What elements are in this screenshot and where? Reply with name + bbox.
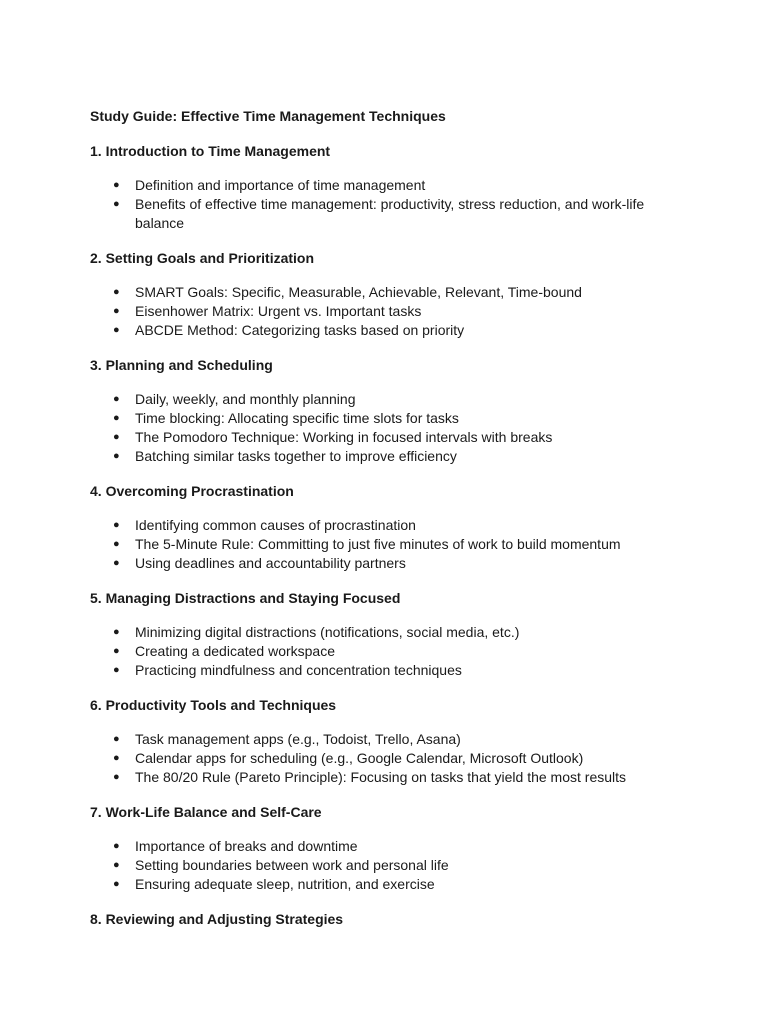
- list-item-text: The 80/20 Rule (Pareto Principle): Focusing on tasks that yield the most results: [135, 769, 627, 785]
- section: [90, 482, 680, 573]
- list-item: [90, 837, 645, 856]
- list-item-text: Ensuring adequate sleep, nutrition, and exercise: [135, 876, 435, 892]
- list-item: [90, 730, 645, 749]
- section: [90, 142, 680, 233]
- bullet-list: [90, 516, 680, 573]
- bullet-dot-icon: ●: [113, 179, 120, 191]
- bullet-dot-icon: ●: [113, 324, 120, 336]
- list-item-text: Minimizing digital distractions (notifications, social media, etc.): [135, 624, 520, 640]
- list-item-text: Using deadlines and accountability partners: [135, 555, 406, 571]
- list-item: [90, 321, 645, 340]
- section-heading: 7. Work-Life Balance and Self-Care: [90, 804, 322, 820]
- sections-container: [90, 142, 680, 928]
- document-title: Study Guide: Effective Time Management Techniques: [90, 108, 446, 124]
- list-item-text: Importance of breaks and downtime: [135, 838, 358, 854]
- bullet-dot-icon: ●: [113, 878, 120, 890]
- list-item-text: SMART Goals: Specific, Measurable, Achievable, Relevant, Time-bound: [135, 284, 582, 300]
- section-heading: 6. Productivity Tools and Techniques: [90, 697, 337, 713]
- list-item: [90, 516, 645, 535]
- bullet-dot-icon: ●: [113, 557, 120, 569]
- bullet-dot-icon: ●: [113, 664, 120, 676]
- list-item-text: Benefits of effective time management: productivity, stress reduction, and work-life balance: [135, 196, 645, 231]
- list-item: [90, 409, 645, 428]
- section: [90, 249, 680, 340]
- section-heading: 8. Reviewing and Adjusting Strategies: [90, 911, 344, 927]
- bullet-dot-icon: ●: [113, 450, 120, 462]
- bullet-dot-icon: ●: [113, 198, 120, 210]
- list-item: [90, 283, 645, 302]
- list-item: [90, 554, 645, 573]
- section: [90, 696, 680, 787]
- bullet-list: [90, 730, 680, 787]
- document-page: [90, 107, 680, 944]
- list-item: [90, 768, 645, 787]
- bullet-dot-icon: ●: [113, 519, 120, 531]
- section: [90, 910, 680, 928]
- bullet-dot-icon: ●: [113, 840, 120, 852]
- list-item: [90, 749, 645, 768]
- list-item-text: Eisenhower Matrix: Urgent vs. Important tasks: [135, 303, 422, 319]
- section-heading: 2. Setting Goals and Prioritization: [90, 250, 315, 266]
- bullet-dot-icon: ●: [113, 538, 120, 550]
- list-item-text: Task management apps (e.g., Todoist, Trello, Asana): [135, 731, 461, 747]
- list-item: [90, 661, 645, 680]
- list-item-text: Daily, weekly, and monthly planning: [135, 391, 356, 407]
- list-item: [90, 856, 645, 875]
- bullet-dot-icon: ●: [113, 393, 120, 405]
- bullet-dot-icon: ●: [113, 286, 120, 298]
- list-item: [90, 875, 645, 894]
- bullet-dot-icon: ●: [113, 752, 120, 764]
- list-item: [90, 428, 645, 447]
- list-item-text: Time blocking: Allocating specific time slots for tasks: [135, 410, 459, 426]
- list-item-text: Creating a dedicated workspace: [135, 643, 336, 659]
- bullet-list: [90, 390, 680, 466]
- list-item: [90, 623, 645, 642]
- section-heading: 1. Introduction to Time Management: [90, 143, 331, 159]
- list-item-text: Setting boundaries between work and personal life: [135, 857, 449, 873]
- bullet-dot-icon: ●: [113, 771, 120, 783]
- list-item: [90, 176, 645, 195]
- section-heading: 3. Planning and Scheduling: [90, 357, 273, 373]
- bullet-list: [90, 623, 680, 680]
- section: [90, 589, 680, 680]
- list-item: [90, 535, 645, 554]
- bullet-list: [90, 176, 680, 233]
- bullet-dot-icon: ●: [113, 626, 120, 638]
- bullet-dot-icon: ●: [113, 733, 120, 745]
- bullet-dot-icon: ●: [113, 645, 120, 657]
- list-item: [90, 302, 645, 321]
- section-heading: 5. Managing Distractions and Staying Focused: [90, 590, 401, 606]
- list-item-text: The 5-Minute Rule: Committing to just five minutes of work to build momentum: [135, 536, 621, 552]
- section: [90, 803, 680, 894]
- list-item: [90, 390, 645, 409]
- bullet-dot-icon: ●: [113, 431, 120, 443]
- list-item: [90, 447, 645, 466]
- bullet-dot-icon: ●: [113, 305, 120, 317]
- list-item-text: Identifying common causes of procrastination: [135, 517, 416, 533]
- list-item-text: Calendar apps for scheduling (e.g., Google Calendar, Microsoft Outlook): [135, 750, 584, 766]
- bullet-dot-icon: ●: [113, 859, 120, 871]
- bullet-list: [90, 283, 680, 340]
- list-item-text: The Pomodoro Technique: Working in focused intervals with breaks: [135, 429, 553, 445]
- list-item-text: ABCDE Method: Categorizing tasks based on priority: [135, 322, 465, 338]
- section-heading: 4. Overcoming Procrastination: [90, 483, 294, 499]
- bullet-dot-icon: ●: [113, 412, 120, 424]
- list-item: [90, 195, 645, 233]
- list-item: [90, 642, 645, 661]
- list-item-text: Definition and importance of time management: [135, 177, 426, 193]
- section: [90, 356, 680, 466]
- bullet-list: [90, 837, 680, 894]
- list-item-text: Batching similar tasks together to improve efficiency: [135, 448, 457, 464]
- list-item-text: Practicing mindfulness and concentration techniques: [135, 662, 462, 678]
